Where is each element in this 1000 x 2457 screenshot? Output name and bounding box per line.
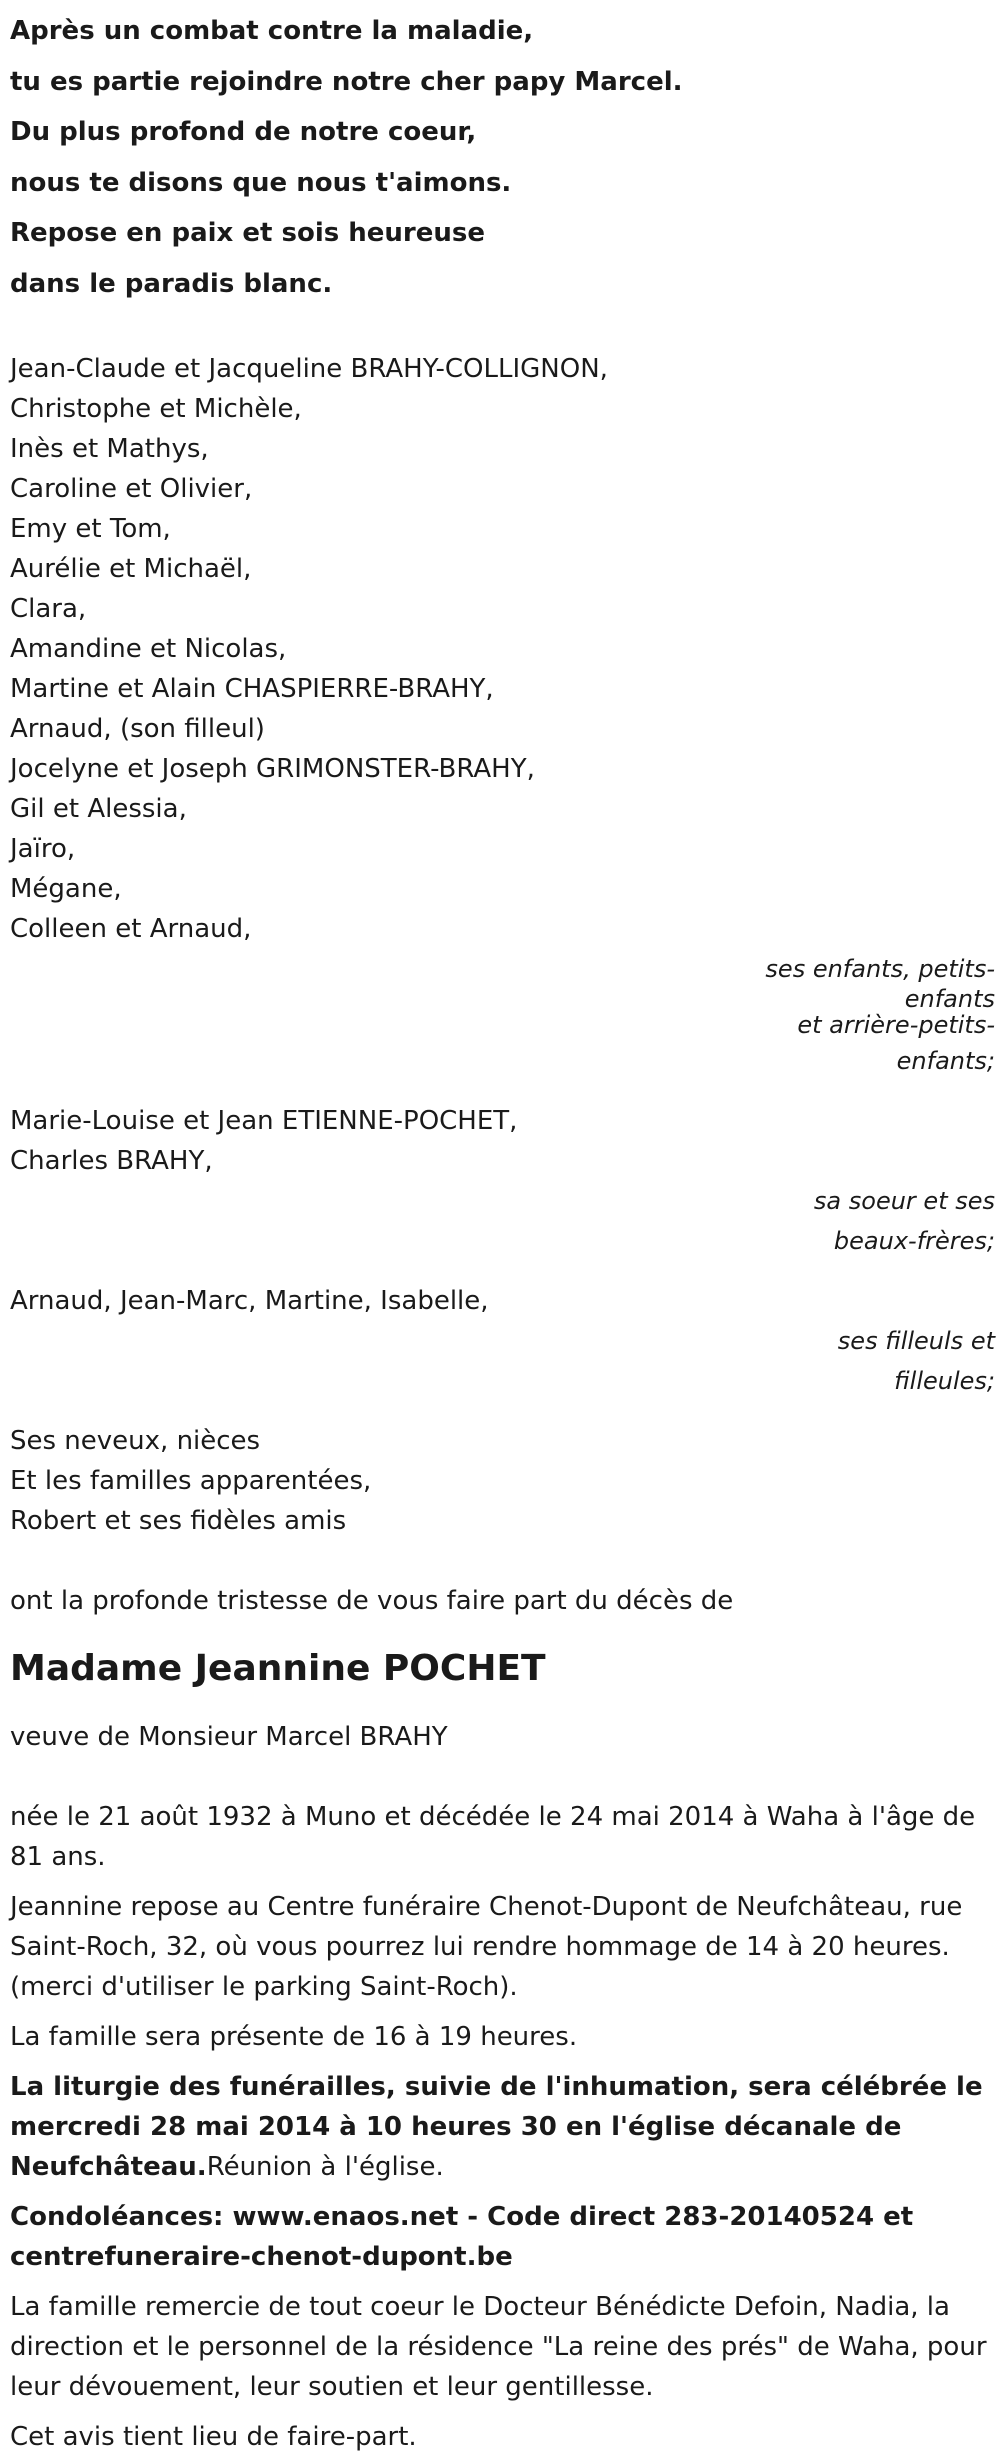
poem xyxy=(10,0,990,309)
relation-line: enfants; xyxy=(896,1047,995,1075)
deceased-name: Madame Jeannine POCHET xyxy=(10,1648,546,1689)
family-member: Jaïro, xyxy=(10,834,76,864)
relation-line: sa soeur et ses xyxy=(813,1187,995,1215)
liturgy-bold-text: La liturgie des funérailles, suivie de l'inhumation, sera célébrée le mercredi 28 mai 2014 à 10 heures 30 en l'église décanale de Neufchâteau. xyxy=(10,2072,983,2182)
relation-line: filleules; xyxy=(894,1367,995,1395)
family-member: Clara, xyxy=(10,594,87,624)
family-member: Aurélie et Michaël, xyxy=(10,554,252,584)
poem-line: dans le paradis blanc. xyxy=(10,268,333,299)
relation-siblings xyxy=(10,1181,995,1261)
relation-line: ses filleuls et xyxy=(837,1327,995,1355)
birth-death-info: née le 21 août 1932 à Muno et décédée le 24 mai 2014 à Waha à l'âge de 81 ans. xyxy=(10,1802,976,1872)
family-siblings-list xyxy=(10,1101,990,1181)
family-member: Et les familles apparentées, xyxy=(10,1466,372,1496)
family-member: Jocelyne et Joseph GRIMONSTER-BRAHY, xyxy=(10,754,535,784)
family-member: Charles BRAHY, xyxy=(10,1146,213,1176)
poem-line: Après un combat contre la maladie, xyxy=(10,16,534,46)
relation-line: beaux-frères; xyxy=(833,1227,995,1255)
relation-children xyxy=(10,949,995,1081)
family-others-list xyxy=(10,1421,990,1541)
relation-godchildren xyxy=(10,1321,995,1401)
rest-location-info: Jeannine repose au Centre funéraire Chenot-Dupont de Neufchâteau, rue Saint-Roch, 32, où vous pourrez lui rendre hommage de 14 à 20 heures. (merci d'utiliser le parking Saint-Roch). xyxy=(10,1892,963,2002)
family-member: Emy et Tom, xyxy=(10,514,171,544)
announcement: ont la profonde tristesse de vous faire part du décès de xyxy=(10,1586,734,1616)
thanks-info: La famille remercie de tout coeur le Docteur Bénédicte Defoin, Nadia, la direction et le personnel de la résidence "La reine des prés" de Waha, pour leur dévouement, leur soutien et leur gentillesse. xyxy=(10,2292,987,2402)
family-presence-info: La famille sera présente de 16 à 19 heures. xyxy=(10,2022,578,2052)
family-children-list xyxy=(10,349,990,949)
family-member: Inès et Mathys, xyxy=(10,434,209,464)
family-member: Amandine et Nicolas, xyxy=(10,634,287,664)
condolences-info: Condoléances: www.enaos.net - Code direct 283-20140524 et centrefuneraire-chenot-dupont.be xyxy=(10,2202,914,2272)
family-member: Colleen et Arnaud, xyxy=(10,914,252,944)
family-member: Mégane, xyxy=(10,874,122,904)
relation-line: et arrière-petits- xyxy=(797,1011,995,1039)
liturgy-info xyxy=(10,2067,990,2187)
family-godchildren-list xyxy=(10,1281,990,1321)
family-member: Martine et Alain CHASPIERRE-BRAHY, xyxy=(10,674,494,704)
family-member: Ses neveux, nièces xyxy=(10,1426,261,1456)
poem-line: Repose en paix et sois heureuse xyxy=(10,218,485,248)
notice-info: Cet avis tient lieu de faire-part. xyxy=(10,2422,417,2452)
poem-line: nous te disons que nous t'aimons. xyxy=(10,167,512,198)
family-member: Arnaud, (son filleul) xyxy=(10,714,265,744)
family-member: Arnaud, Jean-Marc, Martine, Isabelle, xyxy=(10,1286,489,1316)
poem-line: tu es partie rejoindre notre cher papy Marcel. xyxy=(10,66,683,97)
family-member: Robert et ses fidèles amis xyxy=(10,1506,347,1536)
family-member: Jean-Claude et Jacqueline BRAHY-COLLIGNON, xyxy=(10,354,608,384)
family-member: Gil et Alessia, xyxy=(10,794,187,824)
family-member: Christophe et Michèle, xyxy=(10,394,302,424)
family-member: Caroline et Olivier, xyxy=(10,474,253,504)
poem-line: Du plus profond de notre coeur, xyxy=(10,117,477,147)
relation-line: enfants xyxy=(904,985,995,1013)
widow-of: veuve de Monsieur Marcel BRAHY xyxy=(10,1722,448,1752)
liturgy-normal-text: Réunion à l'église. xyxy=(206,2152,444,2182)
relation-line: ses enfants, petits- xyxy=(765,955,995,983)
family-member: Marie-Louise et Jean ETIENNE-POCHET, xyxy=(10,1106,518,1136)
